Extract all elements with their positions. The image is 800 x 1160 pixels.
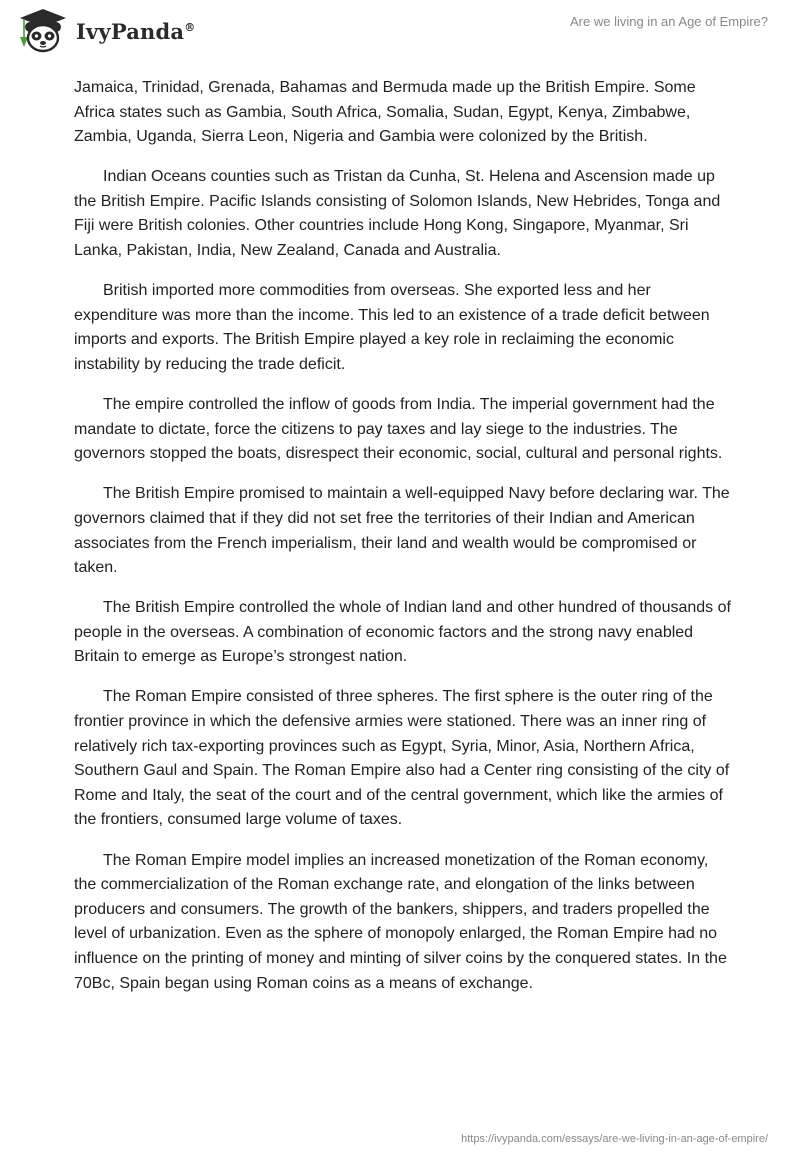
paragraph-7: The Roman Empire consisted of three spheres. The first sphere is the outer ring of the frontier province in which the defensive armies were stationed. There was an inner ring of relatively rich tax-exporting provinces such as Egypt, Syria, Minor, Asia, Northern Africa, Southern Gaul and Spain. The Roman Empire also had a Center ring consisting of the city of Rome and Italy, the seat of the court and of the central government, which like the armies of the frontiers, consumed large volume of taxes. <box>74 688 730 829</box>
brand-name: IvyPanda® <box>76 18 196 44</box>
essay-body <box>74 76 734 1012</box>
document-title: Are we living in an Age of Empire? <box>570 14 768 29</box>
paragraph-1: Jamaica, Trinidad, Grenada, Bahamas and Bermuda made up the British Empire. Some Africa states such as Gambia, South Africa, Somalia, Sudan, Egypt, Kenya, Zimbabwe, Zambia, Uganda, Sierra Leon, Nigeria and Gambia were colonized by the British. <box>74 79 696 146</box>
paragraph-8: The Roman Empire model implies an increased monetization of the Roman economy, the commercialization of the Roman exchange rate, and elongation of the links between producers and consumers. The growth of the bankers, shippers, and traders propelled the level of urbanization. Even as the sphere of monopoly enlarged, the Roman Empire had no influence on the printing of money and minting of silver coins by the conquered states. In the 70Bc, Spain began using Roman coins as a means of exchange. <box>74 851 727 992</box>
ivypanda-logo[interactable] <box>14 7 195 55</box>
panda-graduate-icon <box>14 7 72 55</box>
paragraph-2: Indian Oceans counties such as Tristan da Cunha, St. Helena and Ascension made up the British Empire. Pacific Islands consisting of Solomon Islands, New Hebrides, Tonga and Fiji were British colonies. Other countries include Hong Kong, Singapore, Myanmar, Sri Lanka, Pakistan, India, New Zealand, Canada and Australia. <box>74 168 721 260</box>
paragraph-6: The British Empire controlled the whole of Indian land and other hundred of thousands of people in the overseas. A combination of economic factors and the strong navy enabled Britain to emerge as Europe’s strongest nation. <box>74 599 731 666</box>
paragraph-4: The empire controlled the inflow of goods from India. The imperial government had the mandate to dictate, force the citizens to pay taxes and lay siege to the industries. The governors stopped the boats, disrespect their economic, social, cultural and personal rights. <box>74 396 723 463</box>
source-url[interactable]: https://ivypanda.com/essays/are-we-living-in-an-age-of-empire/ <box>461 1133 768 1145</box>
page-header <box>0 0 800 64</box>
paragraph-3: British imported more commodities from overseas. She exported less and her expenditure was more than the income. This led to an existence of a trade deficit between imports and exports. The British Empire played a key role in reclaiming the economic instability by reducing the trade deficit. <box>74 282 710 373</box>
paragraph-5: The British Empire promised to maintain a well-equipped Navy before declaring war. The governors claimed that if they did not set free the territories of their Indian and American associates from the French imperialism, their land and wealth would be compromised or taken. <box>74 485 730 577</box>
registered-mark: ® <box>184 20 196 34</box>
